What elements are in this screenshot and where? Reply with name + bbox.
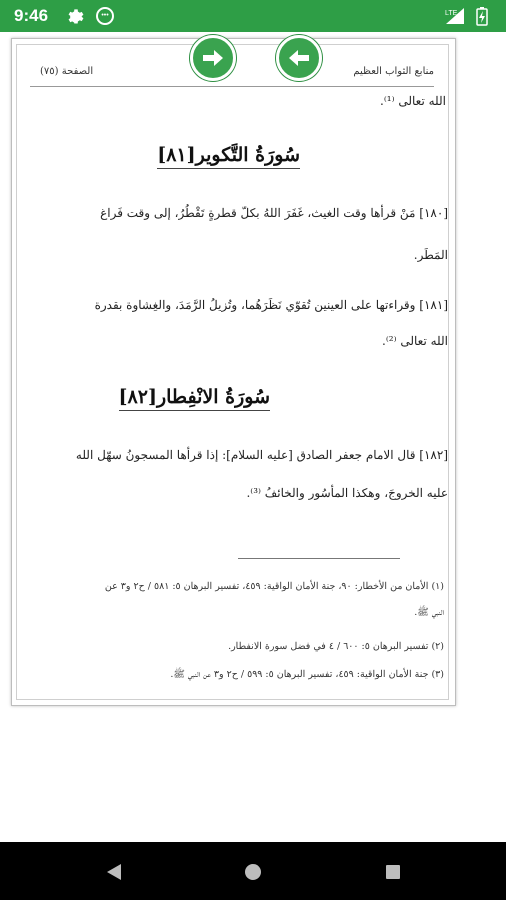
notification-badge: ••• — [96, 7, 114, 25]
paragraph-line: [١٨٠] مَنْ قرأها وقت الغيث، غَفَرَ اللهُ بكلّ قطرةٍ تَقْطُرُ، إلى وقت فَراغ — [100, 206, 448, 220]
footnote-separator — [238, 558, 400, 559]
status-bar — [0, 0, 506, 32]
paragraph-line: الله تعالى ⁽²⁾. — [382, 334, 448, 348]
page-number-label — [40, 66, 93, 77]
arrow-left-icon — [285, 44, 313, 72]
next-page-button[interactable] — [190, 35, 236, 81]
recents-square-icon[interactable] — [383, 862, 403, 882]
paragraph-line: المَطَر. — [413, 248, 448, 262]
paragraph-line: عليه الخروجَ، وهكذا المأسُور والخائفُ ⁽³⁾. — [246, 486, 448, 500]
page-number: (٧٥) — [40, 66, 59, 77]
gear-icon — [66, 6, 86, 26]
text-line: الله تعالى ⁽¹⁾. — [380, 94, 446, 108]
paragraph-line: [١٨٢] قال الامام جعفر الصادق [عليه السلام]: إذا قرأها المسجونُ سهّل الله — [75, 448, 448, 462]
back-triangle-icon[interactable] — [104, 862, 124, 882]
home-circle-icon[interactable] — [243, 862, 263, 882]
previous-page-button[interactable] — [276, 35, 322, 81]
page-header-title: منابع الثواب العظيم — [353, 66, 434, 77]
footnote: (١) الأمان من الأخطار: ٩٠، جنة الأمان الواقية: ٤٥٩، تفسير البرهان ٥: ٥٨١ / ح٢ و٣ عن — [104, 581, 444, 592]
arrow-right-icon — [199, 44, 227, 72]
footnote: النبي ﷺ. — [414, 607, 444, 618]
footnote: (٢) تفسير البرهان ٥: ٦٠٠ / ٤ في فضل سورة الانفطار. — [228, 641, 444, 652]
status-time: 9:46 — [14, 6, 49, 25]
surah-title: سُورَةُ الانْفِطار[٨٢] — [119, 386, 270, 411]
page-border — [16, 44, 449, 700]
battery-icon — [476, 6, 488, 26]
system-navigation-bar — [0, 842, 506, 900]
paragraph-line: [١٨١] وقراءتها على العينين تُقوّي نَظَرَهُما، وتُزيلُ الرَّمَدَ، والغِشاوة بقدرة — [94, 298, 448, 312]
header-divider — [30, 86, 434, 87]
surah-title: سُورَةُ التَّكوير[٨١] — [157, 144, 300, 169]
page-label: الصفحة — [61, 66, 94, 77]
svg-text:LTE: LTE — [445, 10, 458, 17]
signal-icon — [444, 6, 466, 26]
footnote: (٣) جنة الأمان الواقية: ٤٥٩، تفسير البرهان ٥: ٥٩٩ / ح٢ و٣ عن النبي ﷺ. — [170, 669, 444, 680]
